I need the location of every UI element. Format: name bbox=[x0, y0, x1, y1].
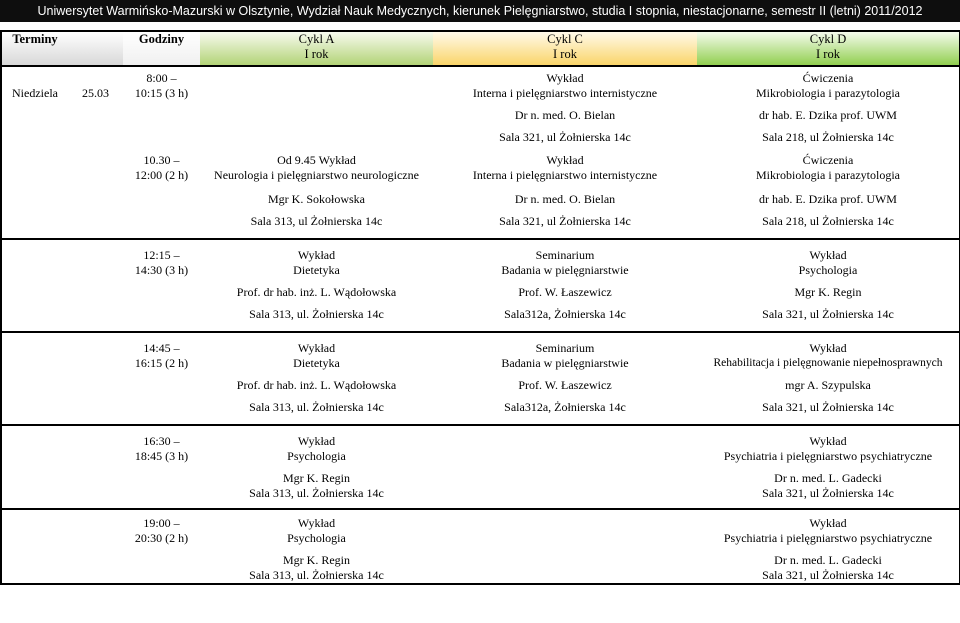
time-cell: 10.30 – 12:00 (2 h) bbox=[123, 145, 200, 239]
table-row bbox=[1, 145, 960, 239]
day-empty bbox=[1, 239, 68, 332]
schedule-table bbox=[0, 30, 960, 585]
table-row bbox=[1, 66, 960, 145]
time-cell: 19:00 – 20:30 (2 h) bbox=[123, 509, 200, 584]
time-cell: 16:30 – 18:45 (3 h) bbox=[123, 425, 200, 509]
day-date: 25.03 bbox=[68, 66, 123, 145]
cell-cykl-c: Seminarium Badania w pielęgniarstwie Prof. W. Łaszewicz Sala312a, Żołnierska 14c bbox=[433, 332, 697, 425]
cell-cykl-c: Seminarium Badania w pielęgniarstwie Prof. W. Łaszewicz Sala312a, Żołnierska 14c bbox=[433, 239, 697, 332]
time-cell: 12:15 – 14:30 (3 h) bbox=[123, 239, 200, 332]
header-row bbox=[1, 31, 960, 66]
table-row bbox=[1, 509, 960, 584]
day-empty bbox=[1, 425, 68, 509]
col-header-godziny: Godziny bbox=[123, 31, 200, 66]
day-empty bbox=[68, 509, 123, 584]
cell-cykl-d: Ćwiczenia Mikrobiologia i parazytologia dr hab. E. Dzika prof. UWM Sala 218, ul Żołnierska 14c bbox=[697, 145, 960, 239]
table-row bbox=[1, 425, 960, 509]
cell-cykl-a: Wykład Psychologia Mgr K. Regin Sala 313, ul. Żołnierska 14c bbox=[200, 509, 433, 584]
page-header: Uniwersytet Warmińsko-Mazurski w Olsztynie, Wydział Nauk Medycznych, kierunek Pielęgniarstwo, studia I stopnia, niestacjonarne, semestr II (letni) 2011/2012 bbox=[0, 0, 960, 22]
day-empty bbox=[1, 332, 68, 425]
cell-cykl-c bbox=[433, 509, 697, 584]
cell-cykl-a: Wykład Psychologia Mgr K. Regin Sala 313, ul. Żołnierska 14c bbox=[200, 425, 433, 509]
day-empty bbox=[68, 332, 123, 425]
cell-cykl-d: Wykład Psychiatria i pielęgniarstwo psychiatryczne Dr n. med. L. Gadecki Sala 321, ul Żołnierska 14c bbox=[697, 425, 960, 509]
cell-cykl-a bbox=[200, 66, 433, 145]
cell-cykl-c: Wykład Interna i pielęgniarstwo internistyczne Dr n. med. O. Bielan Sala 321, ul Żołnierska 14c bbox=[433, 66, 697, 145]
time-cell: 14:45 – 16:15 (2 h) bbox=[123, 332, 200, 425]
table-row bbox=[1, 332, 960, 425]
day-empty bbox=[68, 425, 123, 509]
time-cell: 8:00 – 10:15 (3 h) bbox=[123, 66, 200, 145]
cell-cykl-a: Wykład Dietetyka Prof. dr hab. inż. L. Wądołowska Sala 313, ul. Żołnierska 14c bbox=[200, 332, 433, 425]
day-name: Niedziela bbox=[1, 66, 68, 145]
cell-cykl-d: Wykład Psychiatria i pielęgniarstwo psychiatryczne Dr n. med. L. Gadecki Sala 321, ul Żołnierska 14c bbox=[697, 509, 960, 584]
cell-cykl-d: Ćwiczenia Mikrobiologia i parazytologia dr hab. E. Dzika prof. UWM Sala 218, ul Żołnierska 14c bbox=[697, 66, 960, 145]
day-empty bbox=[68, 239, 123, 332]
col-header-terminy-2 bbox=[68, 31, 123, 66]
day-empty bbox=[1, 145, 68, 239]
col-header-cykl-c: Cykl C I rok bbox=[433, 31, 697, 66]
table-row bbox=[1, 239, 960, 332]
col-header-cykl-d: Cykl D I rok bbox=[697, 31, 960, 66]
cell-cykl-c bbox=[433, 425, 697, 509]
col-header-cykl-a: Cykl A I rok bbox=[200, 31, 433, 66]
cell-cykl-c: Wykład Interna i pielęgniarstwo internistyczne Dr n. med. O. Bielan Sala 321, ul Żołnierska 14c bbox=[433, 145, 697, 239]
cell-cykl-a: Wykład Dietetyka Prof. dr hab. inż. L. Wądołowska Sala 313, ul. Żołnierska 14c bbox=[200, 239, 433, 332]
cell-cykl-d: Wykład Psychologia Mgr K. Regin Sala 321, ul Żołnierska 14c bbox=[697, 239, 960, 332]
col-header-terminy: Terminy bbox=[1, 31, 68, 66]
cell-cykl-a: Od 9.45 Wykład Neurologia i pielęgniarstwo neurologiczne Mgr K. Sokołowska Sala 313, ul Żołnierska 14c bbox=[200, 145, 433, 239]
cell-cykl-d: Wykład Rehabilitacja i pielęgnowanie niepełnosprawnych mgr A. Szypulska Sala 321, ul Żołnierska 14c bbox=[697, 332, 960, 425]
day-empty bbox=[1, 509, 68, 584]
day-empty bbox=[68, 145, 123, 239]
